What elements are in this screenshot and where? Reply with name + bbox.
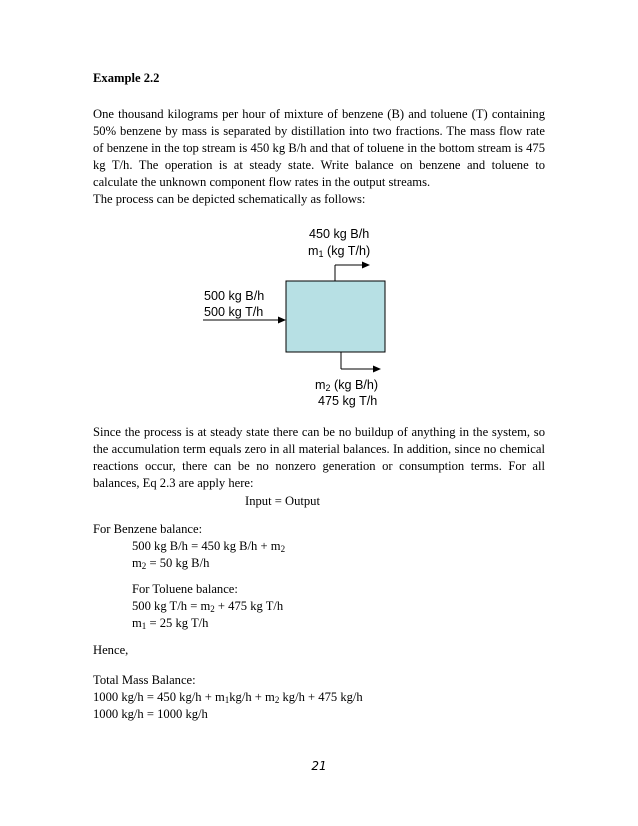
toluene-balance-heading: For Toluene balance:	[132, 582, 238, 596]
toluene-equation-2: $m_1 = 25$ kg T/h	[132, 616, 209, 631]
example-title: Example 2.2	[93, 71, 160, 85]
steady-state-paragraph: Since the process is at steady state there can be no buildup of anything in the system, so the accumulation term equals zero in all material balances. In addition, since no chemical reactions occur, there can be no nonzero generation or consumption terms. For all balances, Eq 2.3 are apply here:	[93, 425, 545, 490]
toluene-equation-1: 500 kg $T/h = m_2 + 475$ kg T/h	[132, 599, 284, 614]
page-number: 21	[311, 759, 327, 773]
total-balance-equation-1: 1000 kg/h = 450 $kg/h + m_1kg/h + m_2$ kg/h + 475 kg/h	[93, 690, 363, 705]
total-balance-equation-2: 1000 kg/h = 1000 kg/h	[93, 707, 208, 721]
bottom-stream-toluene-label: 475 kg T/h	[318, 394, 378, 408]
problem-statement: One thousand kilograms per hour of mixture of benzene (B) and toluene (T) containing 50% benzene by mass is separated by distillation into two fractions. The mass flow rate of benzene in the top stream is 450 kg B/h and that of toluene in the bottom stream is 475 kg T/h. The operation is at steady state. Write balance on benzene and toluene to calculate the unknown component flow rates in the output streams.	[93, 107, 545, 189]
feed-benzene-label: 500 kg B/h	[204, 289, 265, 303]
top-stream-toluene-label: $m_1$ (kg T/h)	[308, 244, 371, 259]
top-outlet-arrow	[335, 262, 370, 282]
benzene-balance-heading: For Benzene balance:	[93, 522, 203, 536]
bottom-stream-benzene-label: $m_2$ (kg B/h)	[315, 378, 379, 393]
feed-toluene-label: 500 kg T/h	[204, 305, 264, 319]
bottom-outlet-arrow	[341, 352, 381, 373]
diagram-intro: The process can be depicted schematically as follows:	[93, 192, 366, 206]
hence-text: Hence,	[93, 643, 129, 657]
distillation-box	[286, 281, 385, 352]
benzene-equation-2: $m_2 = 50$ kg B/h	[132, 556, 210, 571]
benzene-equation-1: 500 kg B/h = 450 kg $B/h + m_2$	[132, 539, 286, 554]
top-stream-benzene-label: 450 kg B/h	[309, 227, 370, 241]
total-balance-heading: Total Mass Balance:	[93, 673, 196, 687]
balance-equation: Input = Output	[245, 494, 320, 508]
